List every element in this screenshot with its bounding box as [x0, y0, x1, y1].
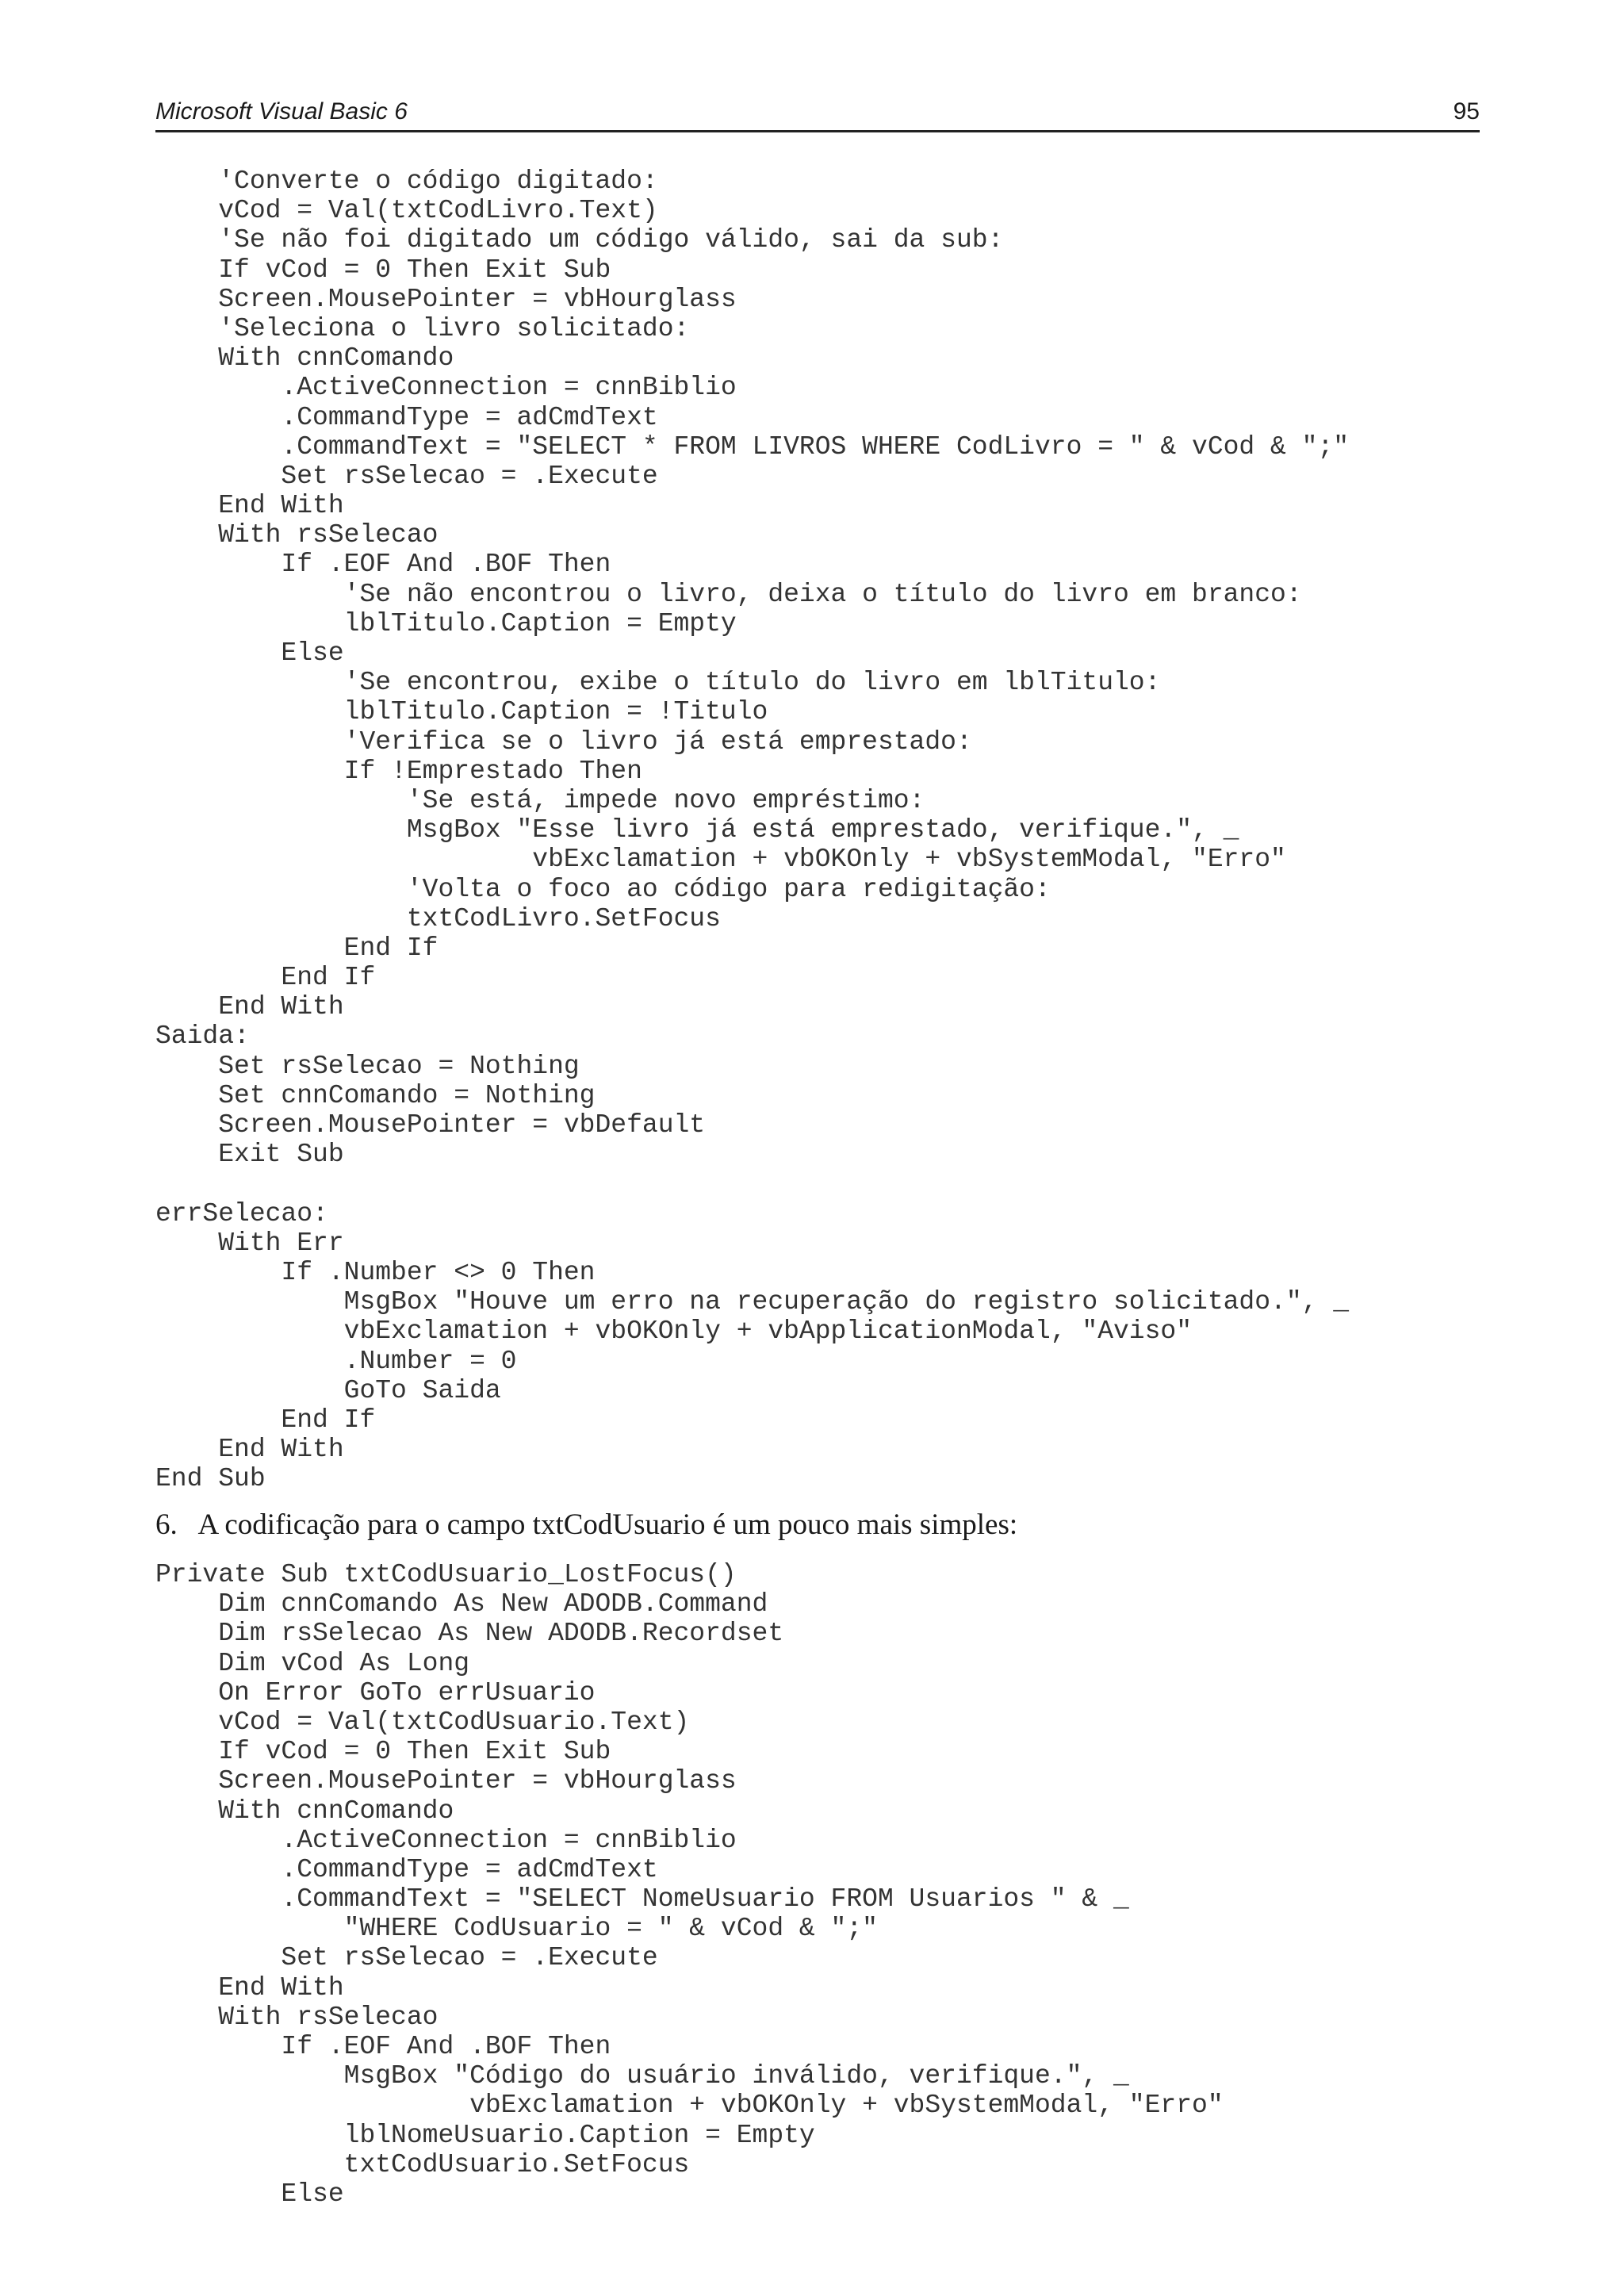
code-line: Set cnnComando = Nothing — [155, 1080, 596, 1110]
code-line: With Err — [155, 1228, 344, 1258]
code-line: MsgBox "Houve um erro na recuperação do registro solicitado.", _ — [155, 1287, 1350, 1317]
code-line: Dim vCod As Long — [155, 1648, 470, 1678]
code-line: If vCod = 0 Then Exit Sub — [155, 255, 611, 285]
code-line: Set rsSelecao = Nothing — [155, 1051, 580, 1081]
code-line: MsgBox "Esse livro já está emprestado, verifique.", _ — [155, 815, 1239, 845]
code-line: lblNomeUsuario.Caption = Empty — [155, 2120, 815, 2150]
code-listing-txtcodusuario — [155, 1560, 1224, 2209]
code-line: .Number = 0 — [155, 1346, 517, 1376]
code-line: lblTitulo.Caption = Empty — [155, 608, 737, 638]
code-line: 'Se não foi digitado um código válido, sai da sub: — [155, 225, 1004, 255]
code-line: End If — [155, 963, 376, 993]
code-line: lblTitulo.Caption = !Titulo — [155, 697, 768, 727]
code-line: Exit Sub — [155, 1140, 344, 1170]
page-header — [155, 94, 1480, 132]
code-line: 'Se está, impede novo empréstimo: — [155, 785, 925, 815]
code-line: .ActiveConnection = cnnBiblio — [155, 373, 737, 403]
code-line: txtCodLivro.SetFocus — [155, 903, 721, 933]
code-line: Else — [155, 2179, 344, 2209]
code-line: Dim cnnComando As New ADODB.Command — [155, 1589, 768, 1619]
code-line: End If — [155, 933, 439, 963]
code-line — [155, 1169, 1349, 1198]
code-line: errSelecao: — [155, 1198, 328, 1228]
step-6-text: 6. A codificação para o campo txtCodUsuario é um pouco mais simples: — [155, 1508, 1018, 1541]
code-line: 'Seleciona o livro solicitado: — [155, 313, 690, 343]
code-line: "WHERE CodUsuario = " & vCod & ";" — [155, 1914, 878, 1944]
code-line: On Error GoTo errUsuario — [155, 1677, 596, 1708]
code-line: End Sub — [155, 1464, 266, 1494]
code-line: Saida: — [155, 1022, 250, 1052]
code-line: End With — [155, 1972, 344, 2003]
code-line: 'Verifica se o livro já está emprestado: — [155, 726, 972, 757]
code-line: If .Number <> 0 Then — [155, 1257, 596, 1287]
code-line: vCod = Val(txtCodUsuario.Text) — [155, 1707, 690, 1737]
code-line: If .EOF And .BOF Then — [155, 2032, 611, 2061]
code-line: vbExclamation + vbOKOnly + vbSystemModal, "Erro" — [155, 845, 1286, 875]
code-line: End If — [155, 1405, 376, 1435]
code-line: Dim rsSelecao As New ADODB.Recordset — [155, 1619, 784, 1649]
code-line: .CommandType = adCmdText — [155, 1854, 658, 1884]
code-line: vbExclamation + vbOKOnly + vbApplicationModal, "Aviso" — [155, 1317, 1193, 1347]
code-line: .CommandText = "SELECT * FROM LIVROS WHERE CodLivro = " & vCod & ";" — [155, 431, 1350, 462]
code-line: 'Converte o código digitado: — [155, 167, 658, 196]
code-line: End With — [155, 992, 344, 1022]
code-line: MsgBox "Código do usuário inválido, verifique.", _ — [155, 2061, 1129, 2091]
page-number: 95 — [1453, 98, 1480, 125]
code-line: If !Emprestado Then — [155, 756, 642, 786]
code-listing-lookup-livro — [155, 167, 1349, 1493]
code-line: vbExclamation + vbOKOnly + vbSystemModal, "Erro" — [155, 2091, 1224, 2121]
code-line: Screen.MousePointer = vbHourglass — [155, 284, 737, 314]
code-line: Private Sub txtCodUsuario_LostFocus() — [155, 1560, 737, 1589]
code-line: If vCod = 0 Then Exit Sub — [155, 1737, 611, 1767]
running-title: Microsoft Visual Basic 6 — [155, 98, 408, 125]
code-line: txtCodUsuario.SetFocus — [155, 2149, 690, 2179]
code-line: 'Volta o foco ao código para redigitação: — [155, 874, 1051, 904]
code-line: With rsSelecao — [155, 2002, 439, 2032]
code-line: vCod = Val(txtCodLivro.Text) — [155, 196, 658, 226]
code-line: Else — [155, 638, 344, 668]
code-line: .ActiveConnection = cnnBiblio — [155, 1825, 737, 1855]
code-line: Set rsSelecao = .Execute — [155, 461, 658, 491]
code-line: 'Se encontrou, exibe o título do livro em lblTitulo: — [155, 668, 1161, 698]
code-line: 'Se não encontrou o livro, deixa o título do livro em branco: — [155, 579, 1302, 609]
code-line: Screen.MousePointer = vbDefault — [155, 1110, 706, 1140]
code-line: If .EOF And .BOF Then — [155, 550, 611, 580]
code-line: With cnnComando — [155, 343, 454, 374]
code-line: End With — [155, 491, 344, 521]
code-line: Screen.MousePointer = vbHourglass — [155, 1766, 737, 1796]
code-line: With cnnComando — [155, 1796, 454, 1826]
code-line: Set rsSelecao = .Execute — [155, 1943, 658, 1973]
code-line: .CommandType = adCmdText — [155, 402, 658, 432]
code-line: End With — [155, 1435, 344, 1465]
code-line: GoTo Saida — [155, 1375, 501, 1405]
code-line: .CommandText = "SELECT NomeUsuario FROM Usuarios " & _ — [155, 1884, 1129, 1915]
code-line: With rsSelecao — [155, 520, 439, 550]
